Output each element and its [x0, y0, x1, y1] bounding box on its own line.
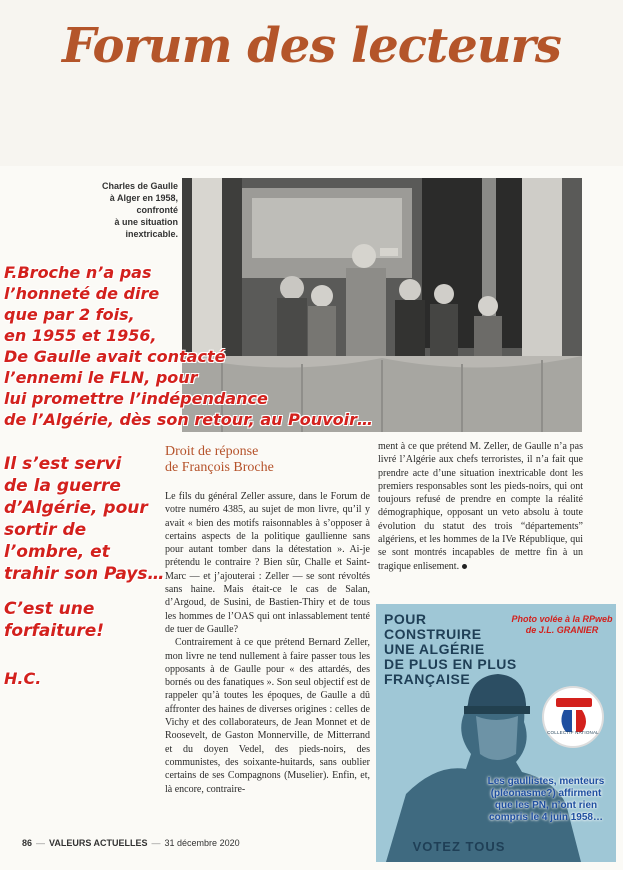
- overlay-comment-2: [4, 453, 174, 585]
- overlay-line: que par 2 fois,: [4, 305, 135, 324]
- poster-comment-line: que les PN, n’ont rien: [494, 800, 598, 811]
- article-column-1: [165, 490, 370, 796]
- overlay-line: d’Algérie, pour: [4, 498, 148, 518]
- collectif-logo: [542, 686, 604, 748]
- page-footer: 86 — VALEURS ACTUELLES — 31 décembre 2020: [22, 838, 240, 848]
- overlay-line: l’ennemi le FLN, pour: [4, 368, 198, 387]
- caption-line: à une situation: [114, 217, 178, 227]
- poster-headline-line: FRANÇAISE: [384, 671, 471, 687]
- overlay-signature: H.C.: [4, 669, 42, 688]
- caption-line: Charles de Gaulle: [101, 181, 178, 191]
- article-paragraph: Le fils du général Zeller assure, dans le Forum de votre numéro 4385, au sujet de mon livre, qu’il y avait « bien des motifs raisonnables à s’opposer à certains aspects de la politique gaullienne sans pour autant tomber dans la détestation ». Ai-je prétendu le contraire ? Bien sûr, Challe et Saint-Marc — et j’ajouterai : Zeller — se sont révoltés sans haine. Mais était-ce le cas de Salan, d’Argoud, de Susini, de Bastien-Thiry et de tous les hommes de l’OAS qui ont inlassablement tenté de tuer de Gaulle?: [165, 491, 370, 635]
- overlay-line: F.Broche n’a pas: [4, 263, 152, 282]
- photo-credit-line: de J.L. GRANIER: [525, 625, 599, 635]
- overlay-line: De Gaulle avait contacté: [4, 347, 226, 366]
- article-heading: [165, 444, 365, 476]
- poster-headline-line: UNE ALGÉRIE: [384, 641, 485, 657]
- election-poster: [376, 604, 616, 862]
- overlay-line: Il s’est servi: [4, 454, 122, 474]
- poster-comment: [478, 776, 614, 824]
- overlay-line: C’est une: [4, 599, 95, 619]
- issue-date: 31 décembre 2020: [164, 838, 240, 848]
- overlay-line: l’honneté de dire: [4, 284, 160, 303]
- banner: [0, 0, 623, 166]
- photo-credit-line: Photo volée à la RPweb: [511, 614, 613, 624]
- photo-credit: [508, 614, 616, 636]
- magazine-name: VALEURS ACTUELLES: [49, 838, 148, 848]
- overlay-line: trahir son Pays…: [4, 564, 165, 584]
- page-title: Forum des lecteurs: [62, 18, 561, 74]
- poster-comment-line: (pléonasme?) affirment: [490, 788, 602, 799]
- end-bullet: [462, 564, 467, 569]
- caption-line: à Alger en 1958,: [109, 193, 178, 203]
- article-column-2: [378, 440, 583, 573]
- overlay-line: l’ombre, et: [4, 542, 110, 562]
- overlay-line: lui promettre l’indépendance: [4, 389, 268, 408]
- overlay-line: de la guerre: [4, 476, 121, 496]
- poster-comment-line: compris le 4 juin 1958…: [489, 812, 603, 823]
- article-heading-line: Droit de réponse: [165, 444, 259, 459]
- photo-caption: [78, 180, 178, 240]
- caption-line: inextricable.: [125, 229, 178, 239]
- article-paragraph: Contrairement à ce que prétend Bernard Zeller, mon livre ne tend nullement à faire passer tous les opposants à de Gaulle pour « des attardés, des bornés ou des fanatiques ». Son seul objectif est de rappeler qu’à toutes les époques, de Gaulle a dû affronter des haines de diverses origines : celles de Vichy et des collaborateurs, de Jean Monnet et de Roosevelt, de Gaston Monnerville, de Mitterrand et du doyen Vedel, des pieds-noirs, des communistes, des soixante-huitards, sans oublier certains de ses Compagnons (Muselier). Enfin, et, là encore, contraire-: [165, 637, 370, 795]
- article-paragraph: ment à ce que prétend M. Zeller, de Gaulle n’a pas livré l’Algérie aux chefs terroristes, il n’a fait que prendre acte d’une situation inextricable dont les premiers responsables sont les pieds-noirs, qui ont toujours refusé de prendre en compte la réalité démographique, opposant un veto absolu à toute évolution du statut des trois “départements” algériens, et les hommes de la IVe République, qui se sont montrés incapables de mettre fin à un tragique enlisement.: [378, 441, 583, 572]
- overlay-line: sortir de: [4, 520, 87, 540]
- poster-headline-line: POUR: [384, 611, 427, 627]
- article-heading-line: de François Broche: [165, 460, 274, 475]
- overlay-line: de l’Algérie, dès son retour, au Pouvoir…: [4, 410, 373, 429]
- page-number: 86: [22, 838, 33, 848]
- poster-headline-line: DE PLUS EN PLUS: [384, 656, 517, 672]
- poster-vote-text: VOTEZ TOUS: [412, 839, 506, 854]
- overlay-comment-3: [4, 598, 104, 642]
- overlay-line: forfaiture!: [4, 621, 105, 641]
- caption-line: confronté: [136, 205, 178, 215]
- overlay-comment-1: [4, 262, 444, 430]
- logo-label: COLLECTIF NATIONAL: [547, 730, 599, 735]
- poster-headline-line: CONSTRUIRE: [384, 626, 482, 642]
- poster-comment-line: Les gaullistes, menteurs: [487, 776, 605, 787]
- overlay-line: en 1955 et 1956,: [4, 326, 157, 345]
